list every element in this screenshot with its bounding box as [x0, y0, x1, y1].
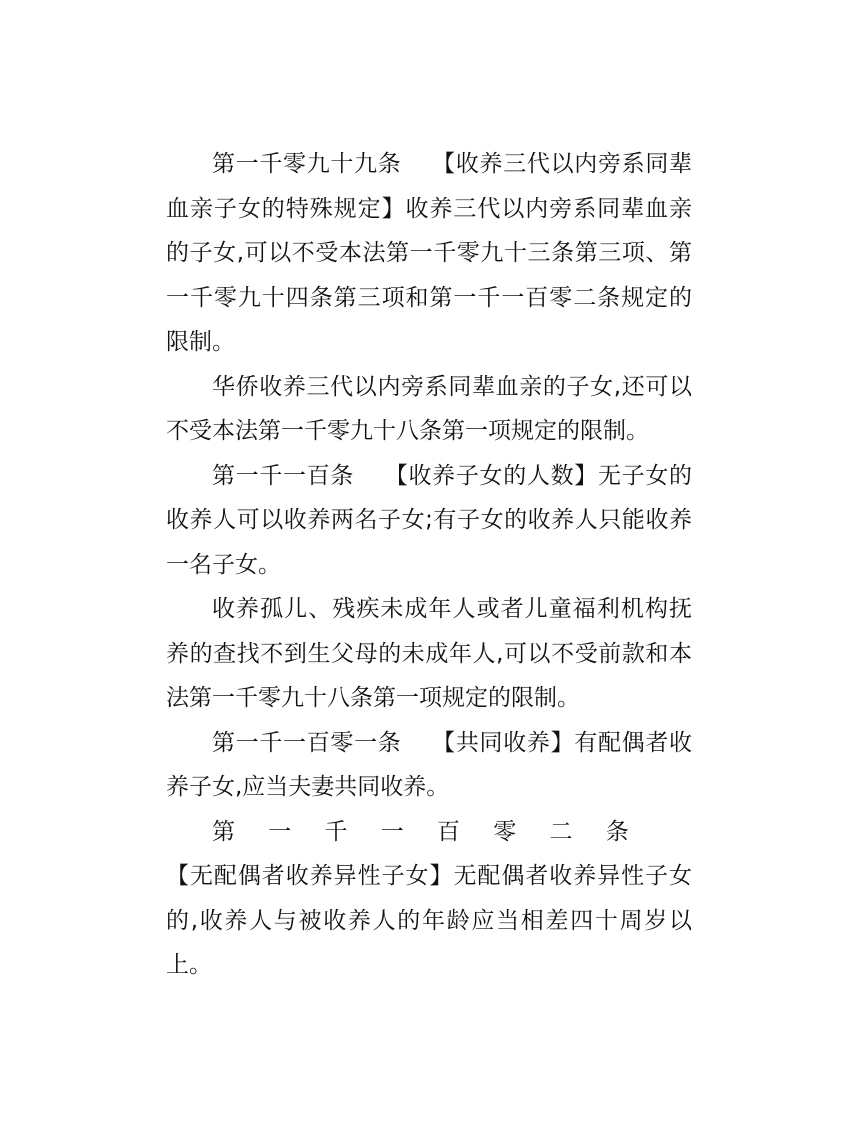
article-body: 无子女的收养人可以收养两名子女;有子女的收养人只能收养一名子女。 [166, 462, 693, 578]
article-heading: 【无配偶者收养异性子女】 [166, 863, 454, 889]
article-number: 第一千一百零二条 [212, 818, 662, 845]
paragraph-article-1102 [166, 810, 692, 988]
paragraph-article-1100 [166, 454, 692, 588]
article-body: 无配偶者收养异性子女的,收养人与被收养人的年龄应当相差四十周岁以上。 [166, 863, 693, 978]
article-heading: 【共同收养】 [431, 729, 575, 756]
paragraph-overseas-chinese [166, 365, 692, 454]
paragraph-orphan-adoption [166, 587, 692, 721]
article-body: 收养三代以内旁系同辈血亲的子女,可以不受本法第一千零九十三条第三项、第一千零九十四条第三项和第一千一百零二条规定的限制。 [166, 195, 693, 355]
paragraph-article-1099 [166, 142, 692, 365]
paragraph-body: 华侨收养三代以内旁系同辈血亲的子女,还可以不受本法第一千零九十八条第一项规定的限制。 [166, 373, 692, 444]
article-heading: 【收养三代以内旁系同辈血亲子女的特殊规定】 [166, 151, 693, 222]
paragraph-article-1101 [166, 721, 692, 810]
article-number: 第一千零九十九条 [212, 151, 402, 177]
article-heading: 【收养子女的人数】 [384, 462, 598, 489]
article-number: 第一千一百零一条 [212, 729, 402, 756]
article-body: 有配偶者收养子女,应当夫妻共同收养。 [166, 729, 693, 800]
paragraph-body: 收养孤儿、残疾未成年人或者儿童福利机构抚养的查找不到生父母的未成年人,可以不受前款和本法第一千零九十八条第一项规定的限制。 [166, 596, 692, 711]
article-number: 第一千一百条 [212, 462, 355, 489]
article-text [166, 142, 692, 988]
